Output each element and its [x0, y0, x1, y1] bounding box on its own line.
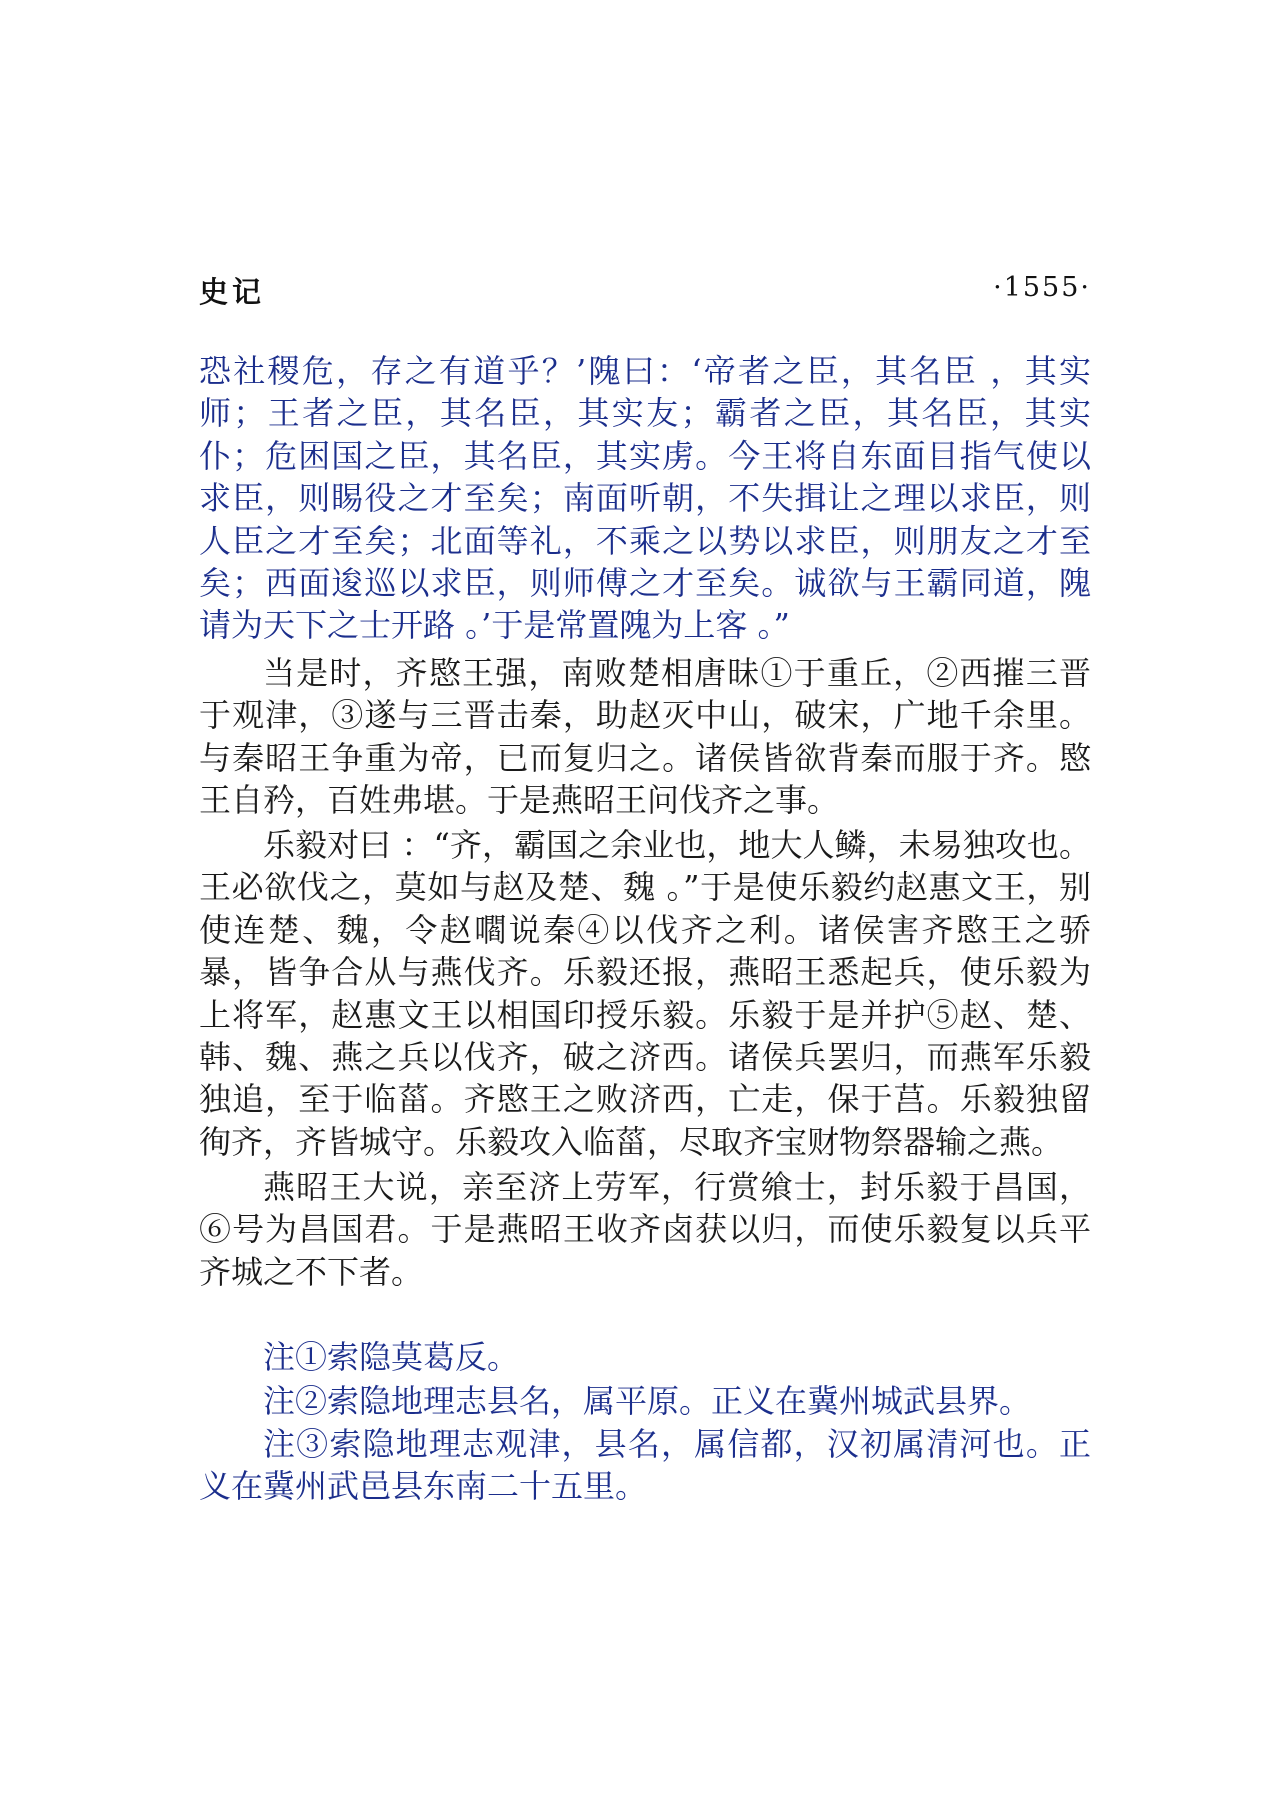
footnote-2: 注②索隐地理志县名，属平原。正义在冀州城武县界。 — [263, 1382, 1032, 1420]
body-paragraph-3: 乐毅对曰 ：“齐，霸国之余业也，地大人鳞，未易独攻也。王必欲伐之，莫如与赵及楚、魏 。”于是使乐毅约赵惠文王，别使连楚、魏，令赵嚪说秦④以伐齐之利。诸侯害齐愍王之骄暴，皆争合从与燕伐齐。乐毅还报，燕昭王悉起兵，使乐毅为上将军，赵惠文王以相国印授乐毅。乐毅于是并护⑤赵、楚、韩、魏、燕之兵以伐齐，破之济西。诸侯兵罢归，而燕军乐毅独追，至于临菑。齐愍王之败济西，亡走，保于莒。乐毅独留徇齐，齐皆城守。乐毅攻入临菑，尽取齐宝财物祭器输之燕。 — [199, 826, 1091, 1161]
body-paragraph-2: 当是时，齐愍王强，南败楚相唐昧①于重丘，②西摧三晋于观津，③遂与三晋击秦，助赵灭中山，破宋，广地千余里。与秦昭王争重为帝，已而复归之。诸侯皆欲背秦而服于齐。愍王自矜，百姓弗堪。于是燕昭王问伐齐之事。 — [199, 654, 1091, 820]
footnote-1: 注①索隐莫葛反。 — [263, 1338, 520, 1376]
page-number: ·1555· — [993, 272, 1091, 303]
footnote-3: 注③索隐地理志观津，县名，属信都，汉初属清河也。正义在冀州武邑县东南二十五里。 — [199, 1425, 1091, 1506]
book-title: 史记 — [199, 275, 266, 309]
body-paragraph-4: 燕昭王大说，亲至济上劳军，行赏飨士，封乐毅于昌国，⑥号为昌国君。于是燕昭王收齐卤获以归，而使乐毅复以兵平齐城之不下者。 — [199, 1168, 1091, 1291]
page-header — [199, 270, 1091, 314]
quote-paragraph: 恐社稷危，存之有道乎？’隗曰：‘帝者之臣，其名臣 ，其实师；王者之臣，其名臣，其实友；霸者之臣，其名臣，其实仆；危困国之臣，其名臣，其实虏。今王将自东面目指气使以求臣，则睗役之才至矣；南面听朝，不失揖让之理以求臣，则人臣之才至矣；北面等礼，不乘之以势以求臣，则朋友之才至矣；西面逡巡以求臣，则师傅之才至矣。诚欲与王霸同道，隗请为天下之士开路 。’于是常置隗为上客 。” — [199, 352, 1091, 645]
